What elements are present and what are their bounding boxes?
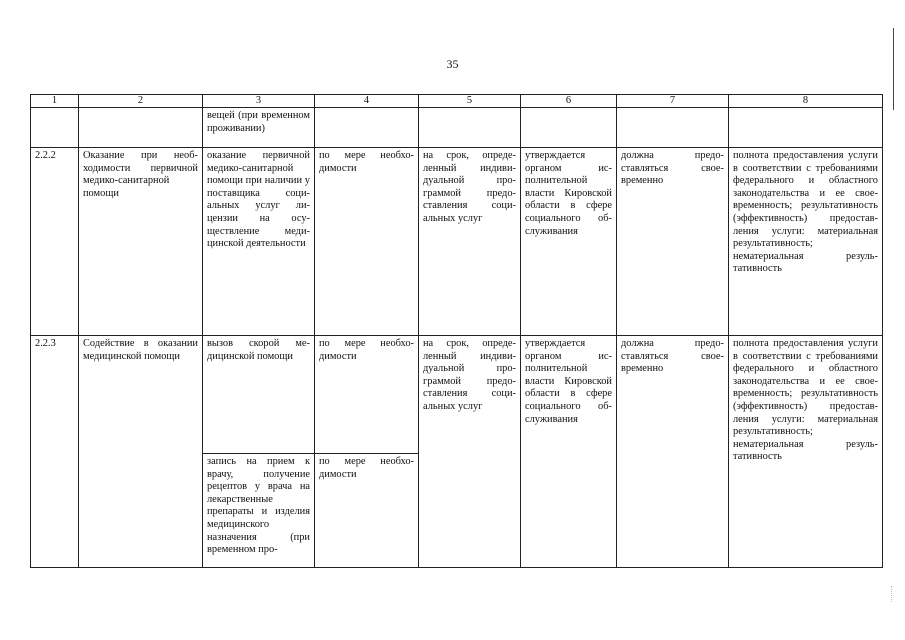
column-header: 3	[203, 95, 315, 108]
header-row	[31, 95, 883, 108]
service-indicators: полнота предоставления услуги в соответствии с требованиями федерального и областного законодательства и ее своевременность; результативность (эффективность) предоставления услуги: материальная результативность; нематериальная результативность	[729, 336, 883, 568]
table-cell	[617, 108, 729, 148]
table-cell	[521, 108, 617, 148]
service-indicators: полнота предоставления услуги в соответствии с требованиями федерального и областного законодательства и ее своевременность; результативность (эффективность) предоставления услуги: материальная результативность; нематериальная результативность	[729, 148, 883, 336]
service-term: по мере необходимости	[315, 336, 419, 454]
column-header: 8	[729, 95, 883, 108]
column-header: 5	[419, 95, 521, 108]
table-cell	[79, 108, 203, 148]
table-cell	[31, 108, 79, 148]
table-cell	[729, 108, 883, 148]
scan-edge-dots	[891, 586, 894, 602]
services-table	[30, 94, 883, 568]
service-conditions: должна предоставляться своевременно	[617, 336, 729, 568]
service-standard: утверждается органом исполнительной власти Кировской области в сфере социального обслуживания	[521, 148, 617, 336]
service-content: вызов скорой медицинской помощи	[203, 336, 315, 454]
table-cell	[315, 108, 419, 148]
column-header: 7	[617, 95, 729, 108]
page-number: 35	[446, 57, 459, 71]
service-term: по мере необходимости	[315, 148, 419, 336]
service-content: запись на прием к врачу, получение рецептов у врача на лекарственные препараты и изделия медицинского назначения (при временном про-	[203, 454, 315, 568]
row-number: 2.2.2	[31, 148, 79, 336]
service-term: по мере необходимости	[315, 454, 419, 568]
row-number: 2.2.3	[31, 336, 79, 568]
service-name: Оказание при необходимости первичной медико-санитарной помощи	[79, 148, 203, 336]
table-row-2-2-2	[31, 148, 883, 336]
service-content: оказание первичной медико-санитарной помощи при наличии у поставщика социальных услуг лицензии на осуществление медицинской деятельности	[203, 148, 315, 336]
service-conditions: должна предоставляться своевременно	[617, 148, 729, 336]
service-standard: утверждается органом исполнительной власти Кировской области в сфере социального обслуживания	[521, 336, 617, 568]
continuation-row	[31, 108, 883, 148]
column-header: 6	[521, 95, 617, 108]
service-period: на срок, определенный индивидуальной программой предоставления социальных услуг	[419, 336, 521, 568]
scan-edge-line	[893, 28, 894, 110]
service-name: Содействие в оказании медицинской помощи	[79, 336, 203, 568]
table-cell	[419, 108, 521, 148]
column-header: 2	[79, 95, 203, 108]
table-row-2-2-3	[31, 336, 883, 454]
service-period: на срок, определенный индивидуальной программой предоставления социальных услуг	[419, 148, 521, 336]
column-header: 1	[31, 95, 79, 108]
column-header: 4	[315, 95, 419, 108]
continuation-content: вещей (при временном проживании)	[203, 108, 315, 148]
